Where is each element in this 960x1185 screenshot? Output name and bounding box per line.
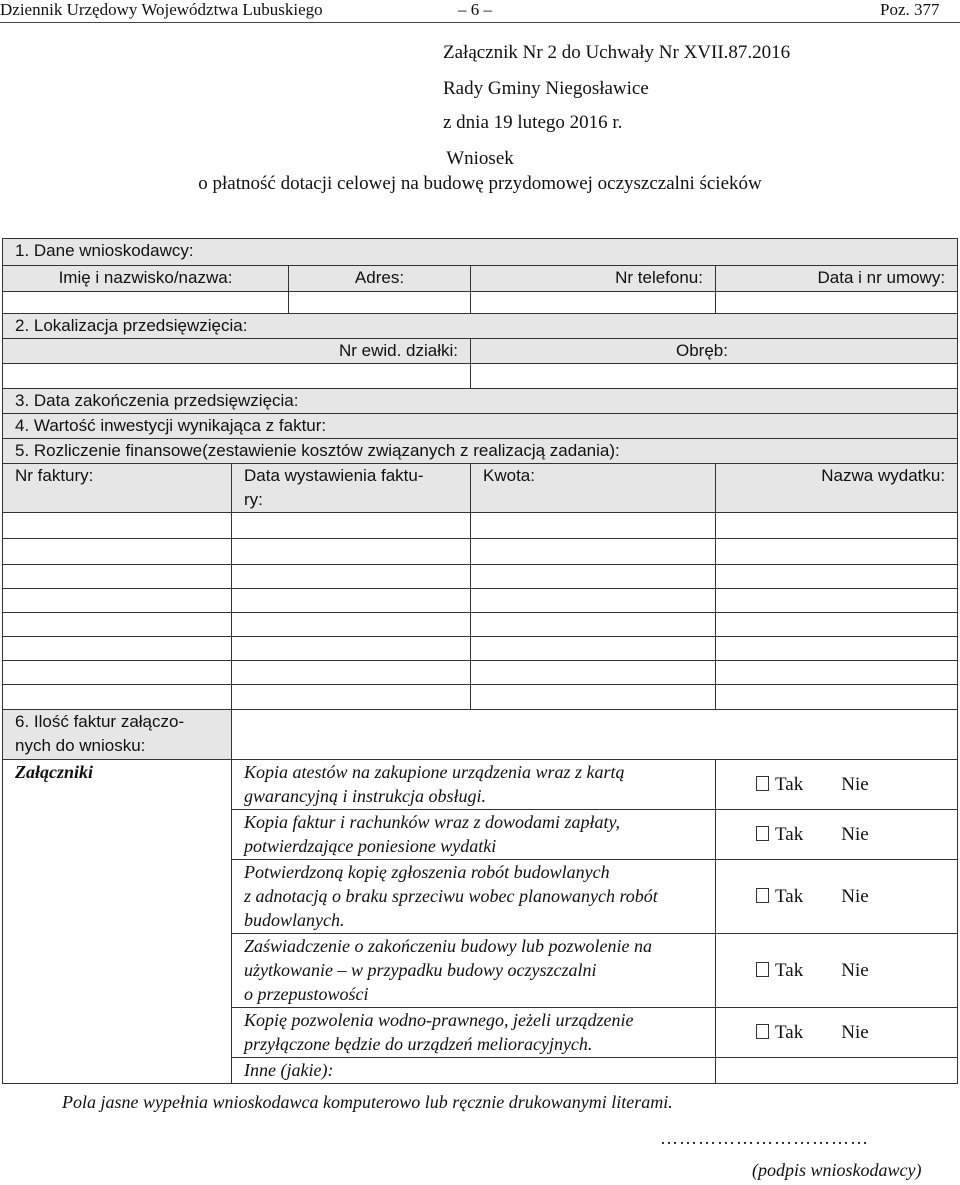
label-invoice-number: Nr faktury: <box>3 464 232 513</box>
label-phone: Nr telefonu: <box>471 266 716 292</box>
checkbox-icon[interactable] <box>756 1024 769 1039</box>
option-no[interactable]: Nie <box>841 773 869 795</box>
invoice-expense-cell[interactable] <box>716 565 958 589</box>
invoice-expense-cell[interactable] <box>716 685 958 710</box>
field-invoice-count[interactable] <box>232 710 958 760</box>
annex-line-3: z dnia 19 lutego 2016 r. <box>443 112 623 133</box>
attachment-1-choice[interactable] <box>716 760 958 810</box>
option-no[interactable]: Nie <box>841 1021 869 1043</box>
attachment-1-text: Kopia atestów na zakupione urządzenia wraz z kartą gwarancyjną i instrukcja obsługi. <box>232 760 716 810</box>
invoice-cell[interactable] <box>3 539 232 565</box>
annex-line-2: Rady Gminy Niegosławice <box>443 78 649 99</box>
footer-note: Pola jasne wypełnia wnioskodawca komputerowo lub ręcznie drukowanymi literami. <box>62 1092 673 1112</box>
signature-line: …………………………… <box>660 1128 869 1148</box>
option-yes[interactable]: Tak <box>775 823 804 845</box>
section-5-heading: 5. Rozliczenie finansowe(zestawienie kosztów związanych z realizacją zadania): <box>3 439 958 464</box>
field-address[interactable] <box>289 292 471 314</box>
label-expense-name: Nazwa wydatku: <box>716 464 958 513</box>
invoice-expense-cell[interactable] <box>716 613 958 637</box>
label-name: Imię i nazwisko/nazwa: <box>3 266 289 292</box>
invoice-expense-cell[interactable] <box>716 513 958 539</box>
field-plot-number[interactable] <box>3 364 471 389</box>
option-no[interactable]: Nie <box>841 885 869 907</box>
option-yes[interactable]: Tak <box>775 885 804 907</box>
attachment-3-text: Potwierdzoną kopię zgłoszenia robót budowlanych z adnotacją o braku sprzeciwu wobec planowanych robót budowlanych. <box>232 860 716 934</box>
label-contract: Data i nr umowy: <box>716 266 958 292</box>
checkbox-icon[interactable] <box>756 776 769 791</box>
checkbox-icon[interactable] <box>756 888 769 903</box>
section-1-heading: 1. Dane wnioskodawcy: <box>3 239 958 266</box>
checkbox-icon[interactable] <box>756 962 769 977</box>
field-name[interactable] <box>3 292 289 314</box>
invoice-amount-cell[interactable] <box>471 565 716 589</box>
section-2-heading: 2. Lokalizacja przedsięwzięcia: <box>3 314 958 339</box>
invoice-cell[interactable] <box>3 661 232 685</box>
invoice-cell[interactable] <box>3 685 232 710</box>
invoice-cell[interactable] <box>3 637 232 661</box>
attachment-2-text: Kopia faktur i rachunków wraz z dowodami zapłaty, potwierdzające poniesione wydatki <box>232 810 716 860</box>
invoice-date-cell[interactable] <box>232 513 471 539</box>
attachment-3-choice[interactable] <box>716 860 958 934</box>
annex-line-1: Załącznik Nr 2 do Uchwały Nr XVII.87.2016 <box>443 42 791 63</box>
attachments-label: Załączniki <box>3 760 232 1084</box>
section-4-heading: 4. Wartość inwestycji wynikająca z faktur: <box>3 414 958 439</box>
invoice-expense-cell[interactable] <box>716 589 958 613</box>
invoice-expense-cell[interactable] <box>716 661 958 685</box>
position-number: Poz. 377 <box>880 0 940 19</box>
page-number: – 6 – <box>458 0 492 19</box>
option-yes[interactable]: Tak <box>775 773 804 795</box>
invoice-date-cell[interactable] <box>232 637 471 661</box>
invoice-date-cell[interactable] <box>232 685 471 710</box>
invoice-amount-cell[interactable] <box>471 661 716 685</box>
label-precinct: Obręb: <box>471 339 958 364</box>
invoice-expense-cell[interactable] <box>716 637 958 661</box>
attachment-5-text: Kopię pozwolenia wodno-prawnego, jeżeli urządzenie przyłączone będzie do urządzeń melioracyjnych. <box>232 1008 716 1058</box>
invoice-date-cell[interactable] <box>232 589 471 613</box>
attachment-4-text: Zaświadczenie o zakończeniu budowy lub pozwolenie na użytkowanie – w przypadku budowy oczyszczalni o przepustowości <box>232 934 716 1008</box>
page-header <box>0 0 960 23</box>
field-contract[interactable] <box>716 292 958 314</box>
label-amount: Kwota: <box>471 464 716 513</box>
invoice-amount-cell[interactable] <box>471 539 716 565</box>
invoice-date-cell[interactable] <box>232 661 471 685</box>
option-no[interactable]: Nie <box>841 823 869 845</box>
form-subtitle: o płatność dotacji celowej na budowę przydomowej oczyszczalni ścieków <box>198 173 762 194</box>
field-precinct[interactable] <box>471 364 958 389</box>
invoice-expense-cell[interactable] <box>716 539 958 565</box>
field-phone[interactable] <box>471 292 716 314</box>
invoice-cell[interactable] <box>3 565 232 589</box>
attachment-2-choice[interactable] <box>716 810 958 860</box>
section-6-heading: 6. Ilość faktur załączo- nych do wniosku: <box>3 710 232 760</box>
label-invoice-date: Data wystawienia faktu- ry: <box>232 464 471 513</box>
invoice-date-cell[interactable] <box>232 565 471 589</box>
attachment-4-choice[interactable] <box>716 934 958 1008</box>
label-address: Adres: <box>289 266 471 292</box>
attachment-other-field[interactable] <box>716 1058 958 1084</box>
invoice-cell[interactable] <box>3 613 232 637</box>
invoice-date-cell[interactable] <box>232 613 471 637</box>
signature-caption: (podpis wnioskodawcy) <box>752 1160 922 1180</box>
invoice-cell[interactable] <box>3 513 232 539</box>
application-form-table <box>2 238 958 1084</box>
section-3-heading: 3. Data zakończenia przedsięwzięcia: <box>3 389 958 414</box>
invoice-amount-cell[interactable] <box>471 613 716 637</box>
invoice-date-cell[interactable] <box>232 539 471 565</box>
journal-name: Dziennik Urzędowy Województwa Lubuskiego <box>0 0 323 19</box>
option-yes[interactable]: Tak <box>775 959 804 981</box>
option-yes[interactable]: Tak <box>775 1021 804 1043</box>
invoice-cell[interactable] <box>3 589 232 613</box>
label-plot-number: Nr ewid. działki: <box>3 339 471 364</box>
form-title: Wniosek <box>446 148 514 169</box>
attachment-other: Inne (jakie): <box>232 1058 716 1084</box>
checkbox-icon[interactable] <box>756 826 769 841</box>
option-no[interactable]: Nie <box>841 959 869 981</box>
invoice-amount-cell[interactable] <box>471 513 716 539</box>
attachment-5-choice[interactable] <box>716 1008 958 1058</box>
invoice-amount-cell[interactable] <box>471 637 716 661</box>
invoice-amount-cell[interactable] <box>471 589 716 613</box>
invoice-amount-cell[interactable] <box>471 685 716 710</box>
